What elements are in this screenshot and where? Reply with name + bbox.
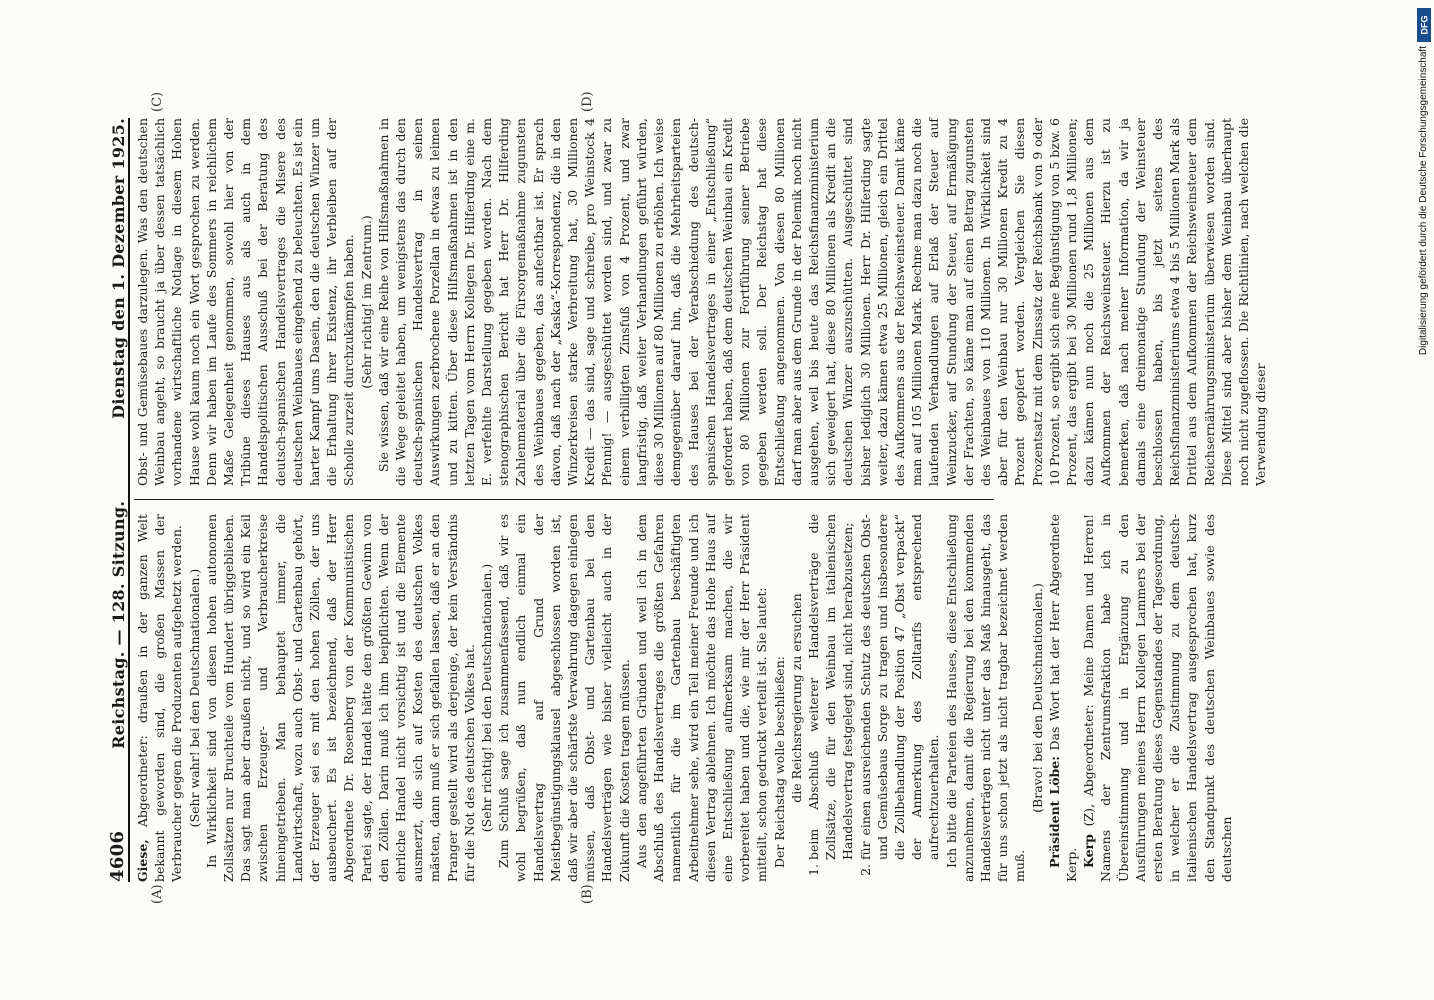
resolution-list	[805, 514, 943, 882]
resolution-item: 2. für einen ausreichenden Schutz des deutschen Obst- und Gemüsebaus Sorge zu tragen und insbesondere die Zollbehandlung der Position 47 „Obst verpackt“ der Anmerkung des Zolltarifs entsprechend aufrechtzuerhalten.	[857, 514, 943, 860]
paragraph	[1046, 514, 1080, 882]
paragraph-text: draußen in der ganzen Welt bekannt geworden sind, die großen Massen der Verbraucher gegen die Produzenten aufgehetzt werden.	[135, 514, 185, 882]
dfg-logo-text: DFG	[1419, 15, 1429, 35]
digitization-note	[1417, 46, 1431, 606]
paragraph: In Wirklichkeit sind von diesen hohen autonomen Zollsätzen nur Bruchteile vom Hundert übriggeblieben. Das sagt man aber draußen nicht, und so wird ein Keil zwischen Erzeuger- und Verbraucherkreise hineingetrieben. Man behauptet immer, die Landwirtschaft, wozu auch Obst- und Gartenbau gehört, der Erzeuger sei es mit den hohen Zöllen, der uns ausbeuchert. Es ist bezeichnend, daß der Herr Abgeordnete Dr. Rosenberg von der Kommunistischen Partei sagte, der Handel hätte den größten Gewinn von den Zöllen. Darin muß ich ihm beipflichten. Wenn der ehrliche Handel nicht vorsichtig ist und die Elemente ausmerzt, die sich auf Kosten des deutschen Volkes mästen, dann muß er sich gefallen lassen, daß er an den Pranger gestellt wird als derjenige, der kein Verständnis für die Not des deutschen Volkes hat.	[203, 514, 477, 882]
paragraph	[1080, 514, 1235, 882]
margin-marker-a: (A)	[150, 884, 165, 904]
paragraph-text: (Z), Abgeordneter: Meine Damen und Herren! Namens der Zentrumsfraktion habe ich in Übereinstimmung und in Ergänzung zu den Ausführungen meines Herrn Kollegen Lammers bei der ersten Beratung dieses Gegenstandes der Tagesordnung, in welcher er die Zustimmung zu dem deutsch-italienischen Handelsvertrag ausgesprochen hat, kurz den Standpunkt des deutschen Weinbaues sowie des deutschen	[1081, 514, 1234, 882]
speaker-name: Präsident Löbe:	[1046, 756, 1062, 868]
header-date: Dienstag den 1. Dezember 1925.	[109, 118, 128, 419]
paragraph: Obst- und Gemüsebaues darzulegen. Was den deutschen Weinbau angeht, so braucht ja über dessen tatsächlich vorhandene wirtschaftliche Notlage in diesem Hohen Hause wohl kaum noch ein Wort gesprochen zu werden. Denn wir haben im Laufe des Sommers in reichlichem Maße Gelegenheit genommen, sowohl hier von der Tribüne dieses Hauses aus als auch in dem Handelspolitischen Ausschuß bei der Beratung des deutsch-spanischen Handelsvertrages die Misere des deutschen Weinbaues eingehend zu beleuchten. Es ist ein harter Kampf ums Dasein, den die deutschen Winzer um die Erhaltung ihrer Existenz, ihr Verbleiben auf der Scholle zurzeit durchzukämpfen haben.	[135, 118, 357, 486]
left-column	[134, 513, 1234, 882]
digitization-note-text: Digitalisierung gefördert durch die Deutsche Forschungsgemeinschaft	[1418, 46, 1429, 356]
paragraph: Aus den angeführten Gründen und weil ich in dem Abschluß des Handelsvertrages die größten Gefahren namentlich für die im Gartenbau beschäftigten Arbeitnehmer sehe, wird ein Teil meiner Freunde und ich diesen Vertrag ablehnen. Ich möchte das Hohe Haus auf eine Entschließung aufmerksam machen, die wir vorbereitet haben und die, wie mir der Herr Präsident mitteilt, schon gedruckt verteilt ist. Sie lautet:	[633, 514, 770, 882]
column-divider	[134, 499, 994, 500]
speaker-name: Giese,	[135, 839, 150, 882]
paragraph: Ich bitte die Parteien des Hauses, diese Entschließung anzunehmen, damit die Regierung bei den kommenden Handelsverträgen nicht unter das Maß hinausgeht, das für uns schon jetzt als nicht tragbar bezeichnet werden muß.	[943, 514, 1028, 882]
resolution-intro: Der Reichstag wolle beschließen:	[771, 656, 787, 868]
right-column	[134, 118, 1269, 486]
page-number: 4606	[107, 830, 128, 882]
resolution-item: 1. beim Abschluß weiterer Handelsverträge die Zollsätze, die für den Weinbau im italienischen Handelsvertrag festgelegt sind, nicht herabzusetzen;	[805, 514, 857, 860]
interjection: (Sehr richtig! im Zentrum.)	[358, 215, 374, 389]
dfg-logo	[1417, 8, 1431, 42]
margin-marker-c: (C)	[150, 91, 165, 112]
resolution-request: die Reichsregierung zu ersuchen	[788, 593, 804, 803]
paragraph: Sie wissen, daß wir eine Reihe von Hilfsmaßnahmen in die Wege geleitet haben, um wenigstens das durch den deutsch-spanischen Handelsvertrag in seinen Auswirkungen zerbrochene Porzellan in etwas zu leimen und zu kitten. Über diese Hilfsmaßnahmen ist in den letzten Tagen vom Herrn Kollegen Dr. Hilferding eine m. E. verfehlte Darstellung gegeben worden. Nach dem stenographischen Bericht hat Herr Dr. Hilferding Zahlenmaterial über die Fürsorgemaßnahme zugunsten des Weinbaues gegeben, das anfechtbar ist. Er sprach davon, daß nach der „Kaska“-Korrespondenz, die in den Winzerkreisen starke Verbreitung hat, 30 Millionen Kredit — das sind, sage und schreibe, pro Weinstock 4 Pfennig! — ausgeschüttet worden sind, und zwar zu einem verbilligten Zinsfuß von 4 Prozent, und zwar langfristig, daß weiter Verhandlungen geführt würden, diese 30 Millionen auf 80 Millionen zu erhöhen. Ich weise demgegenüber darauf hin, daß die Mehrheitsparteien des Hauses bei der Verabschiedung des deutsch-spanischen Handelsvertrages in einer „Entschließung“ gefordert haben, daß dem deutschen Weinbau ein Kredit von 80 Millionen zur Fortführung seiner Betriebe gegeben werden soll. Der Reichstag hat diese Entschließung angenommen. Von diesen 80 Millionen darf man aber aus dem Grunde in der Polemik noch nicht ausgehen, weil bis heute das Reichsfinanzministerium sich geweigert hat, diese 80 Millionen als Kredit an die deutschen Winzer auszuschütten. Ausgeschüttet sind bisher lediglich 30 Millionen. Herr Dr. Hilferding sagte weiter, dazu kämen etwa 25 Millionen, gleich ein Drittel des Aufkommens aus der Reichsweinsteuer. Damit käme man auf 105 Millionen Mark. Rechne man dazu noch die laufenden Verhandlungen auf Erlaß der Steuer auf Weinzucker, auf Stundung der Steuer, auf Ermäßigung der Frachten, so käme man auf einen Betrag zugunsten des Weinbaues von 110 Millionen. In Wirklichkeit sind aber für den Weinbau nur 30 Millionen Kredit zu 4 Prozent geopfert worden. Vergleichen Sie diesen Prozentsatz mit dem Zinssatz der Reichsbank von 9 oder 10 Prozent, so ergibt sich eine Begünstigung von 5 bzw. 6 Prozent, das ergibt bei 30 Millionen rund 1,8 Millionen; dazu kämen nun noch die 25 Millionen aus dem Aufkommen der Reichsweinsteuer. Hierzu ist zu bemerken, daß nach meiner Information, da wir ja damals eine dreimonatige Stundung der Weinsteuer beschlossen haben, bis jetzt seitens des Reichsfinanzministeriums etwa 4 bis 5 Millionen Mark als Drittel aus dem Aufkommen der Reichsweinsteuer dem Reichsernährungsministerium überwiesen worden sind. Diese Mittel sind aber bisher dem Weinbau überhaupt noch nicht zugeflossen. Die Richtlinien, nach welchen die Verwendung dieser	[375, 118, 1269, 486]
interjection: (Sehr wahr! bei den Deutschnationalen.)	[186, 568, 202, 828]
speaker-role: Abgeordneter:	[135, 735, 150, 828]
margin-marker-d: (D)	[580, 91, 595, 112]
paragraph-text: Das Wort hat der Herr Abgeordnete Kerp.	[1046, 513, 1079, 882]
paragraph	[134, 514, 186, 882]
header-session: Reichstag. — 128. Sitzung.	[109, 500, 128, 749]
paragraph: Zum Schluß sage ich zusammenfassend, daß wir es wohl begrüßen, daß nun endlich einmal ein Handelsvertrag auf Grund der Meistbegünstigungsklausel abgeschlossen worden ist, daß wir aber die schärfste Verwahrung dagegen einlegen müssen, daß Obst- und Gartenbau bei den Handelsverträgen wie bisher vielleicht auch in der Zukunft die Kosten tragen müssen.	[496, 514, 632, 882]
speaker-name: Kerp	[1081, 834, 1097, 868]
interjection: (Sehr richtig! bei den Deutschnationalen.)	[479, 563, 495, 833]
header-rule	[128, 118, 130, 882]
page-header	[96, 118, 128, 882]
margin-marker-b: (B)	[580, 884, 595, 904]
interjection: (Bravo! bei den Deutschnationalen.)	[1029, 583, 1045, 813]
